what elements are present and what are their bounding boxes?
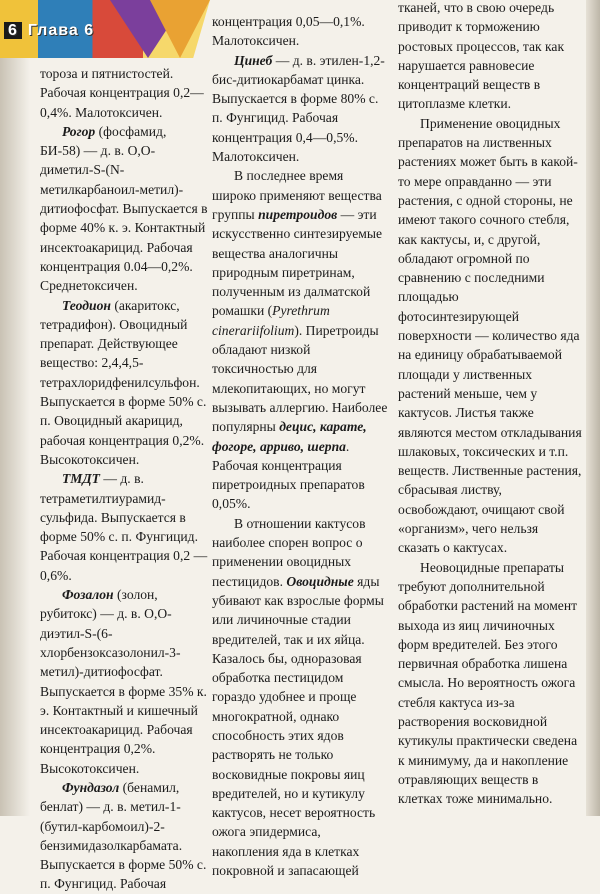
paragraph	[212, 12, 390, 51]
term-emphasis: Рогор	[62, 123, 96, 139]
header-triangle-orange	[150, 0, 210, 58]
paragraph	[40, 469, 208, 585]
page-gutter-shadow	[586, 0, 600, 816]
text-run: яды убивают как взрослые формы или личиночные стадии вредителей, так и их яйца. Казалось бы, одноразовая обработка пестицидом гораздо удобнее и проще многократной, однако способность этих ядов растворять не только восковидные покровы яиц вредителей, но и кутикулу кактусов, несет вероятность ожога эпидермиса, накопления яда в клетках покровной и запасающей	[212, 573, 384, 879]
text-run: (акаритокс, тетрадифон). Овоцидный препарат. Действующее вещество: 2,4,4,5-тетрахлоридфенилсульфон. Выпускается в форме 50% с. п. Овоцидный акарицид, рабочая концентрация 0,2%. Высокотоксичен.	[40, 297, 207, 467]
text-run: — д. в. тетраметилтиурамид-сульфида. Выпускается в форме 50% с. п. Фунгицид. Рабочая концентрация 0,2 — 0,6%.	[40, 471, 208, 583]
text-run: (бенамил, бенлат) — д. в. метил-1-(бутил-карбомоил)-2-бензимидазолкарбамата. Выпускается в форме 50% с. п. Фунгицид. Рабочая	[40, 779, 207, 892]
text-column-1	[40, 64, 208, 894]
text-run: . Рабочая концентрация пиретроидных препаратов 0,05%.	[212, 438, 365, 512]
paragraph	[40, 778, 208, 894]
term-emphasis: Pyrethrum cinerariifolium	[212, 303, 330, 338]
page-edge-shadow	[0, 58, 30, 816]
term-emphasis: децис, карате, фогоре, арриво, шерпа	[212, 419, 367, 454]
page-number: 6	[4, 22, 22, 39]
term-emphasis: Овоцидные	[286, 573, 354, 589]
term-emphasis: Цинеб	[234, 52, 273, 68]
text-run: (золон, рубитокс) — д. в. О,О-диэтил-S-(6-хлорбензоксазолонил-3-метил)-дитиофосфат. Выпускается в форме 35% к. э. Контактный и кишечный инсектоакарицид. Рабочая концентрация 0,2%. Высокотоксичен.	[40, 587, 207, 776]
paragraph	[40, 122, 208, 296]
term-emphasis: пиретроидов	[258, 206, 338, 222]
paragraph	[212, 51, 390, 167]
text-run: ). Пиретроиды обладают низкой токсичностью для млекопитающих, но могут вызывать аллергию. Наиболее популярны	[212, 322, 388, 435]
text-run: тороза и пятнистостей. Рабочая концентрация 0,2—0,4%. Малотоксичен.	[40, 66, 204, 120]
text-run: Применение овоцидных препаратов на лиственных растениях может быть в какой-то мере оправданно — эти растения, с одной стороны, не имеют такого сочного стебля, как кактусы, и, с другой, обладают огромной по сравнению с последними площадью фотосинтезирующей поверхности — количество яда на единицу обрабатываемой площади у лиственных растений меньше, чем у кактусов. Листья также являются местом откладывания шлаковых, токсических и т.п. веществ. Лиственные растения, сбрасывая листву, освобождают, очищают свой «организм», чего нельзя сказать о кактусах.	[398, 115, 582, 556]
text-run: В последнее время широко применяют вещества группы	[212, 168, 382, 222]
chapter-header	[4, 22, 94, 44]
text-run: Неовоцидные препараты требуют дополнительной обработки растений на момент выхода из яиц личиночных форм вредителей. Без этого первичная обработка лишена смысла. Но вероятность ожога стебля кактуса из-за растворения восковидной кутикулы практически сведена к минимуму, да и накопление отравляющих веществ в клетках тоже минимально.	[398, 559, 578, 807]
paragraph	[40, 585, 208, 778]
paragraph	[398, 114, 583, 558]
text-run: — д. в. этилен-1,2-бис-дитиокарбамат цинка. Выпускается в форме 80% с. п. Фунгицид. Рабочая концентрация 0,4—0,5%. Малотоксичен.	[212, 52, 385, 165]
term-emphasis: Фозалон	[62, 587, 114, 603]
paragraph	[40, 296, 208, 470]
paragraph	[212, 166, 390, 513]
paragraph	[212, 514, 390, 881]
text-run: (фосфамид, БИ-58) — д. в. О,О-диметил-S-(N-метилкарбаноил-метил)-дитиофосфат. Выпускается в форме 40% к. э. Контактный инсектоакарицид. Рабочая концентрация 0.04—0,2%. Среднетоксичен.	[40, 123, 208, 294]
chapter-title: Глава 6	[27, 22, 95, 39]
text-column-2	[212, 12, 390, 880]
text-run: тканей, что в свою очередь приводит к торможению ростовых процессов, так как нарушается равновесие концентраций веществ в цитоплазме клетки.	[398, 0, 565, 112]
text-run: В отношении кактусов наиболее спорен вопрос о применении овоцидных пестицидов.	[212, 515, 366, 589]
text-run: — эти искусственно синтезируемые вещества аналогичны природным пиретринам, полученным из далматской ромашки (	[212, 206, 383, 319]
paragraph	[398, 558, 583, 809]
term-emphasis: Теодион	[62, 297, 111, 313]
text-column-3	[398, 0, 583, 808]
term-emphasis: Фундазол	[62, 779, 120, 795]
term-emphasis: ТМДТ	[62, 471, 100, 487]
paragraph	[398, 0, 583, 114]
text-run: концентрация 0,05—0,1%. Малотоксичен.	[212, 14, 365, 49]
paragraph	[40, 64, 208, 122]
